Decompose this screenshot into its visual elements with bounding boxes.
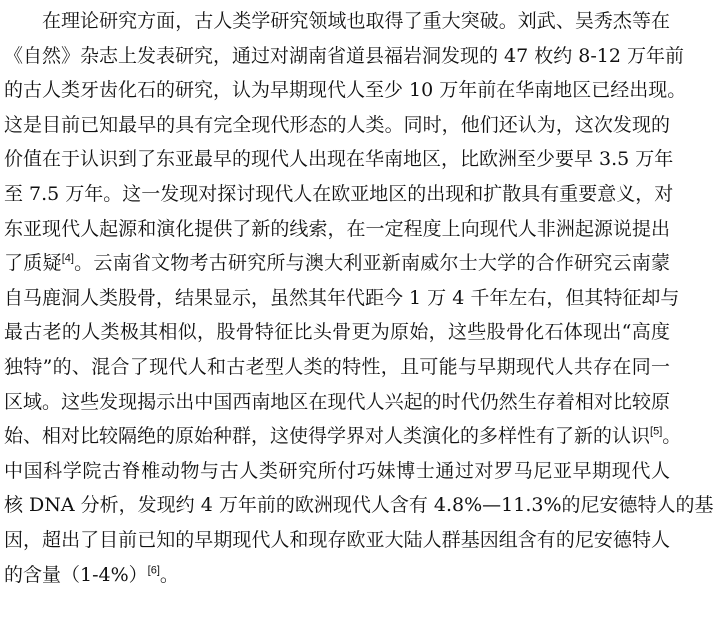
citation-ref-4: [4]	[61, 252, 74, 265]
text-line-4: 这是目前已知最早的具有完全现代形态的人类。同时，他们还认为，这次发现的	[4, 113, 670, 136]
text-line-3: 的古人类牙齿化石的研究，认为早期现代人至少 10 万年前在华南地区已经出现。	[4, 79, 687, 102]
text-segment: 了质疑	[4, 252, 62, 275]
text-line-17	[4, 558, 670, 593]
text-line-10: 最古老的人类极其相似，股骨特征比头骨更为原始，这些股骨化石体现出“高度	[4, 321, 670, 344]
text-line-13	[4, 419, 682, 454]
citation-ref-5: [5]	[650, 425, 663, 438]
text-line-9: 自马鹿洞人类股骨，结果显示，虽然其年代距今 1 万 4 千年左右，但其特征却与	[4, 286, 680, 309]
text-line-14: 中国科学院古脊椎动物与古人类研究所付巧妹博士通过对罗马尼亚早期现代人	[4, 459, 670, 482]
text-segment: 。云南省文物考古研究所与澳大利亚新南威尔士大学的合作研究云南蒙	[73, 252, 670, 275]
text-line-7: 东亚现代人起源和演化提供了新的线索，在一定程度上向现代人非洲起源说提出	[4, 217, 670, 240]
text-segment: 。	[159, 563, 179, 586]
citation-ref-6: [6]	[147, 564, 160, 577]
text-segment: 的含量（1-4%）	[4, 563, 148, 586]
body-paragraph	[4, 4, 714, 592]
text-line-8	[4, 246, 670, 281]
text-line-5: 价值在于认识到了东亚最早的现代人出现在华南地区，比欧洲至少要早 3.5 万年	[4, 148, 674, 171]
text-line-1: 在理论研究方面，古人类学研究领域也取得了重大突破。刘武、吴秀杰等在	[42, 10, 670, 32]
text-segment: 。	[662, 425, 682, 448]
text-line-11: 独特”的、混合了现代人和古老型人类的特性，且可能与早期现代人共存在同一	[4, 355, 670, 378]
text-line-16: 因，超出了目前已知的早期现代人和现存欧亚大陆人群基因组含有的尼安德特人	[4, 528, 670, 551]
text-line-2: 《自然》杂志上发表研究，通过对湖南省道县福岩洞发现的 47 枚约 8-12 万年前	[4, 44, 685, 67]
text-segment: 始、相对比较隔绝的原始种群，这使得学界对人类演化的多样性有了新的认识	[4, 425, 651, 448]
text-line-15: 核 DNA 分析，发现约 4 万年前的欧洲现代人含有 4.8%—11.3%的尼安德特人的基	[4, 494, 714, 517]
text-line-6: 至 7.5 万年。这一发现对探讨现代人在欧亚地区的出现和扩散具有重要意义，对	[4, 182, 674, 205]
text-line-12: 区域。这些发现揭示出中国西南地区在现代人兴起的时代仍然生存着相对比较原	[4, 390, 670, 413]
